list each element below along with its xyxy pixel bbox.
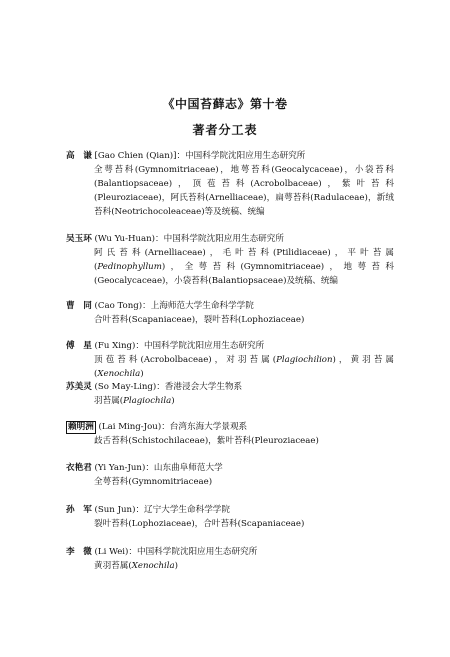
author-contribution: 歧舌苔科(Schistochilaceae)，紫叶苔科(Pleuroziaceae) (94, 436, 319, 446)
author-name: 傅 星 (66, 341, 92, 351)
author-name: 赖明洲 (68, 422, 94, 432)
author-affiliation: (So May-Ling)：香港浸会大学生物系 (94, 382, 243, 392)
author-contribution: 合叶苔科(Scapaniaceae)，裂叶苔科(Lophoziaceae) (94, 315, 305, 325)
author-affiliation: (Li Wei)：中国科学院沈阳应用生态研究所 (94, 547, 258, 557)
author-entry-lai (66, 420, 394, 448)
author-affiliation: (Cao Tong)：上海师范大学生命科学学院 (94, 301, 254, 311)
author-name: 孙 军 (66, 505, 92, 515)
author-name: 李 微 (66, 547, 92, 557)
author-affiliation: (Yi Yan-Jun)：山东曲阜师范大学 (94, 463, 223, 473)
author-affiliation: (Lai Ming-Jou)：台湾东海大学景观系 (98, 422, 248, 432)
author-name: 苏美灵 (66, 382, 92, 392)
author-name: 高 谦 (66, 151, 92, 161)
author-name: 衣艳君 (66, 463, 92, 473)
author-entry-wu (66, 232, 394, 288)
author-entry-gao (66, 149, 394, 219)
author-entry-fu (66, 339, 394, 381)
author-contribution: 顶苞苔科(Acrobolbaceae)，对羽苔属(Plagiochilion)，黄羽苔属(Xenochila) (94, 355, 394, 379)
author-entry-yi (66, 461, 394, 489)
author-affiliation: [Gao Chien (Qian)]：中国科学院沈阳应用生态研究所 (94, 151, 306, 161)
author-name: 曹 同 (66, 301, 92, 311)
author-entry-li (66, 545, 394, 573)
author-contribution: 全萼苔科(Gymnomitriaceae) (94, 477, 213, 487)
page-title: 《中国苔藓志》第十卷 (162, 97, 288, 111)
author-contribution: 阿氏苔科(Arnelliaceae)，毛叶苔科(Ptilidiaceae)，平叶苔属(Pedinophyllum)，全萼苔科(Gymnomitriaceae)，地萼苔科(Geocalycaceae)，小袋苔科(Balantiopsaceae)及统稿、统编 (94, 248, 394, 286)
author-affiliation: (Sun Jun)：辽宁大学生命科学学院 (94, 505, 230, 515)
author-affiliation: (Fu Xing)：中国科学院沈阳应用生态研究所 (94, 341, 265, 351)
author-entry-cao (66, 299, 394, 327)
page-subtitle: 著者分工表 (192, 123, 258, 137)
author-name: 吴玉环 (66, 234, 92, 244)
author-entry-so (66, 380, 394, 408)
author-contribution: 全萼苔科(Gymnomitriaceae)，地萼苔科(Geocalycaceae)，小袋苔科(Balantiopsaceae)，顶苞苔科(Acrobolbaceae)，紫叶苔科(Pleuroziaceae)，阿氏苔科(Arnelliaceae)，扁萼苔科(Radulaceae)，新绒苔科(Neotrichocoleaceae)等及统稿、统编 (94, 165, 394, 217)
author-contribution: 裂叶苔科(Lophoziaceae)，合叶苔科(Scapaniaceae) (94, 519, 305, 529)
author-affiliation: (Wu Yu-Huan)：中国科学院沈阳应用生态研究所 (94, 234, 284, 244)
author-contribution: 羽苔属(Plagiochila) (94, 396, 175, 406)
author-contribution: 黄羽苔属(Xenochila) (94, 561, 178, 571)
author-entry-sun (66, 503, 394, 531)
